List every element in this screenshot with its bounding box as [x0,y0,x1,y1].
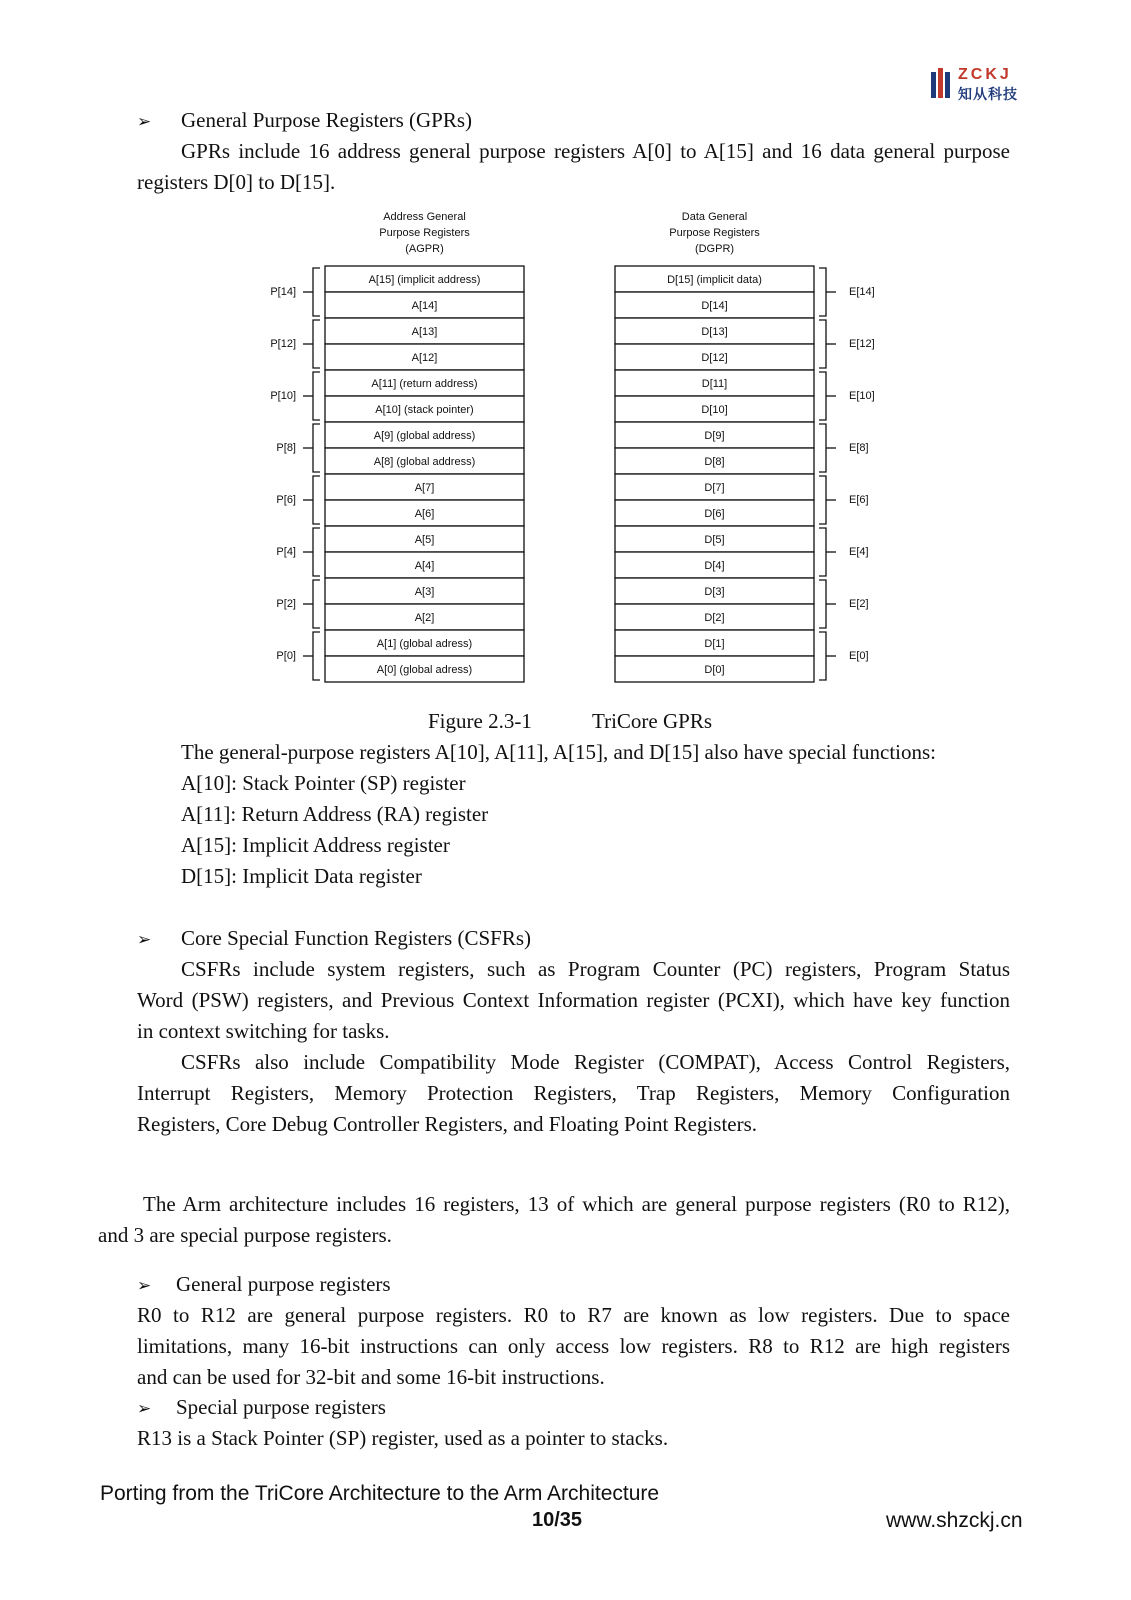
p-pair-label: P[8] [276,441,296,454]
special-intro: The general-purpose registers A[10], A[11], A[15], and D[15] also have special functions: [181,740,936,764]
p-pair-label: P[10] [270,389,296,402]
dgpr-register-label: D[7] [704,481,725,494]
special-item: A[15]: Implicit Address register [181,833,450,857]
e-pair-label: E[6] [849,493,869,506]
bullet-icon: ➢ [137,1276,152,1295]
e-bracket [819,580,826,628]
agpr-register-label: A[0] (global adress) [376,663,473,676]
paragraph-line: and 3 are special purpose registers. [98,1223,392,1247]
agpr-title: Purpose Registers [379,226,470,239]
dgpr-register-label: D[1] [704,637,725,650]
paragraph-line: R0 to R12 are general purpose registers. R0 to R7 are known as low registers. Due to space [137,1303,1010,1327]
paragraph-line: GPRs include 16 address general purpose registers A[0] to A[15] and 16 data general purpose [181,139,1010,163]
footer-doc-title: Porting from the TriCore Architecture to the Arm Architecture [100,1482,660,1505]
e-bracket [819,372,826,420]
dgpr-title: Data General [681,210,748,223]
dgpr-register-label: D[15] (implicit data) [667,273,762,286]
dgpr-register-label: D[8] [704,455,725,468]
p-pair-label: P[0] [276,649,296,662]
logo-text-en: ZCKJ [958,66,1012,83]
paragraph-line: Registers, Core Debug Controller Registers, and Floating Point Registers. [137,1112,758,1136]
p-pair-label: P[12] [270,337,296,350]
agpr-register-label: A[15] (implicit address) [368,273,481,286]
dgpr-title: (DGPR) [694,242,735,255]
e-pair-label: E[10] [849,389,875,402]
special-item: A[11]: Return Address (RA) register [181,802,489,826]
agpr-register-label: A[6] [414,507,435,520]
paragraph-line: Interrupt Registers, Memory Protection Registers, Trap Registers, Memory Configuration [137,1081,1010,1105]
p-bracket [313,580,320,628]
agpr-register-label: A[3] [414,585,435,598]
e-bracket [819,424,826,472]
section-heading-arm-gp: General purpose registers [176,1272,391,1296]
dgpr-register-label: D[3] [704,585,725,598]
agpr-register-label: A[11] (return address) [371,377,478,390]
p-bracket [313,528,320,576]
e-pair-label: E[8] [849,441,869,454]
agpr-title: (AGPR) [405,242,444,255]
e-bracket [819,268,826,316]
e-bracket [819,528,826,576]
agpr-register-label: A[9] (global address) [373,429,476,442]
e-pair-label: E[0] [849,649,869,662]
p-bracket [313,476,320,524]
p-pair-label: P[14] [270,285,296,298]
e-pair-label: E[12] [849,337,875,350]
footer-url: www.shzckj.cn [886,1509,1023,1532]
e-pair-label: E[2] [849,597,869,610]
figure-title: TriCore GPRs [592,709,713,733]
p-pair-label: P[6] [276,493,296,506]
dgpr-register-label: D[6] [704,507,725,520]
p-bracket [313,320,320,368]
e-bracket [819,632,826,680]
e-pair-label: E[14] [849,285,875,298]
bullet-icon: ➢ [137,1399,152,1418]
e-bracket [819,476,826,524]
special-item: D[15]: Implicit Data register [181,864,422,888]
dgpr-register-label: D[5] [704,533,725,546]
paragraph-line: limitations, many 16-bit instructions can only access low registers. R8 to R12 are high registers [137,1334,1010,1358]
dgpr-register-label: D[10] [701,403,728,416]
dgpr-title: Purpose Registers [669,226,760,239]
section-heading-gprs: General Purpose Registers (GPRs) [181,108,473,132]
p-bracket [313,632,320,680]
section-heading-arm-sp: Special purpose registers [176,1395,386,1419]
dgpr-register-label: D[9] [704,429,725,442]
bullet-icon: ➢ [137,930,152,949]
logo-text-cn: 知从科技 [958,87,1018,103]
agpr-register-label: A[1] (global adress) [376,637,473,650]
bullet-icon: ➢ [137,112,152,131]
dgpr-register-label: D[12] [701,351,728,364]
p-pair-label: P[4] [276,545,296,558]
agpr-register-label: A[10] (stack pointer) [375,403,474,416]
figure-number: Figure 2.3-1 [428,709,532,733]
agpr-register-label: A[8] (global address) [373,455,476,468]
section-heading-csfrs: Core Special Function Registers (CSFRs) [181,926,531,950]
agpr-register-label: A[13] [411,325,438,338]
agpr-register-label: A[5] [414,533,435,546]
special-item: A[10]: Stack Pointer (SP) register [181,771,466,795]
dgpr-register-label: D[11] [701,377,728,390]
agpr-register-label: A[7] [414,481,435,494]
agpr-title: Address General [383,210,466,223]
dgpr-register-label: D[2] [704,611,725,624]
paragraph-line: CSFRs also include Compatibility Mode Register (COMPAT), Access Control Registers, [181,1050,1010,1074]
dgpr-register-label: D[0] [704,663,725,676]
agpr-register-label: A[2] [414,611,435,624]
paragraph-line: Word (PSW) registers, and Previous Context Information register (PCXI), which have key function [137,988,1010,1012]
dgpr-register-label: D[4] [704,559,725,572]
dgpr-register-label: D[14] [701,299,728,312]
agpr-register-label: A[4] [414,559,435,572]
p-bracket [313,268,320,316]
paragraph-line: CSFRs include system registers, such as Program Counter (PC) registers, Program Status [181,957,1010,981]
p-pair-label: P[2] [276,597,296,610]
agpr-register-label: A[14] [411,299,438,312]
paragraph-line: and can be used for 32-bit and some 16-bit instructions. [137,1365,605,1389]
e-pair-label: E[4] [849,545,869,558]
agpr-register-label: A[12] [411,351,438,364]
p-bracket [313,424,320,472]
paragraph-line: The Arm architecture includes 16 registers, 13 of which are general purpose registers (R0 to R12), [143,1192,1010,1216]
paragraph-line: R13 is a Stack Pointer (SP) register, used as a pointer to stacks. [137,1426,669,1450]
p-bracket [313,372,320,420]
page-number: 10/35 [532,1509,583,1531]
paragraph-line: registers D[0] to D[15]. [137,170,336,194]
dgpr-register-label: D[13] [701,325,728,338]
paragraph-line: in context switching for tasks. [137,1019,390,1043]
e-bracket [819,320,826,368]
